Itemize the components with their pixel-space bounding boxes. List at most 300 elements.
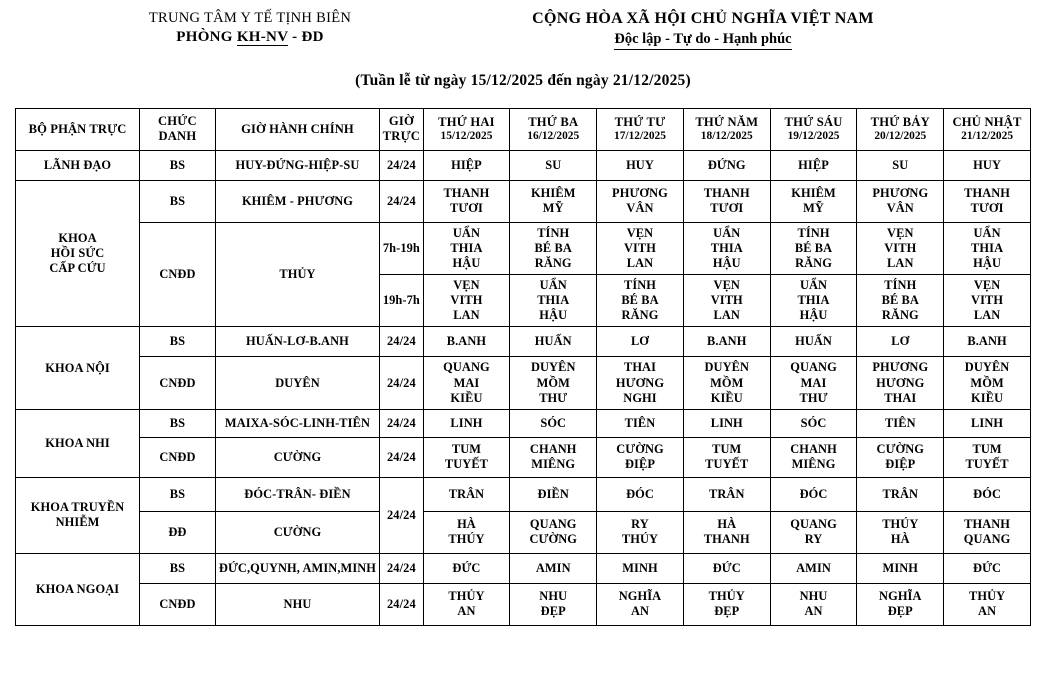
cell-line: RY xyxy=(804,532,823,547)
cell-line: NHU xyxy=(283,596,312,611)
role-cell xyxy=(140,180,216,222)
cell-text xyxy=(686,186,768,216)
cell-line: THIA xyxy=(537,293,570,308)
duty-day-cell xyxy=(770,511,857,553)
cell-line: BS xyxy=(169,157,186,172)
cell-text xyxy=(142,194,213,209)
cell-text xyxy=(946,158,1028,173)
cell-line: THÚY xyxy=(448,532,485,547)
day-name: THỨ SÁU xyxy=(784,114,843,129)
duty-day-cell xyxy=(597,409,684,437)
header-day-friday xyxy=(770,109,857,151)
cell-line: 24/24 xyxy=(387,193,416,208)
cell-text xyxy=(859,186,941,216)
cell-line: ĐỨC xyxy=(973,560,1002,575)
header-role-line1: CHỨC xyxy=(158,114,197,128)
cell-text xyxy=(773,561,855,576)
cell-line: ĐỨC xyxy=(452,560,481,575)
cell-text xyxy=(946,442,1028,472)
duty-day-cell xyxy=(423,357,510,409)
cell-line: TÍNH xyxy=(884,278,917,293)
duty-day-cell xyxy=(857,437,944,477)
cell-text xyxy=(426,487,508,502)
duty-day-cell xyxy=(597,327,684,357)
cell-text xyxy=(599,561,681,576)
cell-text xyxy=(18,500,137,530)
cell-line: LAN xyxy=(453,308,480,323)
duty-day-cell xyxy=(597,511,684,553)
cell-line: BS xyxy=(169,415,186,430)
cell-text xyxy=(18,158,137,173)
cell-line: LƠ xyxy=(891,334,910,349)
cell-text xyxy=(773,442,855,472)
cell-text xyxy=(218,416,377,431)
cell-text xyxy=(946,278,1028,323)
admin-hours-cell xyxy=(215,327,379,357)
cell-line: KHIÊM xyxy=(791,186,836,201)
cell-line: ĐỨC xyxy=(712,560,741,575)
cell-text xyxy=(218,267,377,282)
cell-line: VITH xyxy=(971,293,1004,308)
cell-line: HƯƠNG xyxy=(876,375,925,390)
cell-line: DUYÊN xyxy=(704,360,750,375)
cell-line: CƯỜNG xyxy=(876,442,925,457)
cell-text xyxy=(859,517,941,547)
cell-line: KIỀU xyxy=(971,390,1004,405)
cell-line: CNĐD xyxy=(159,596,196,611)
cell-text xyxy=(218,487,377,502)
duty-day-cell xyxy=(683,511,770,553)
cell-line: 24/24 xyxy=(387,415,416,430)
role-cell xyxy=(140,477,216,511)
cell-line: TUYẾT xyxy=(965,457,1009,472)
duty-day-cell xyxy=(423,553,510,583)
cell-text xyxy=(686,589,768,619)
duty-day-cell xyxy=(683,275,770,327)
duty-day-cell xyxy=(510,511,597,553)
cell-line: AN xyxy=(457,604,476,619)
cell-text xyxy=(686,334,768,349)
cell-text xyxy=(859,561,941,576)
header-day-sunday xyxy=(944,109,1031,151)
cell-line: LAN xyxy=(887,255,914,270)
cell-line: AN xyxy=(630,604,650,619)
cell-line: PHƯƠNG xyxy=(872,360,929,375)
duty-day-cell xyxy=(423,327,510,357)
cell-line: MINH xyxy=(882,560,919,575)
cell-text xyxy=(512,442,594,472)
duty-hours-cell xyxy=(380,150,423,180)
day-name: THỨ BẢY xyxy=(870,114,930,129)
duty-day-cell xyxy=(597,275,684,327)
cell-line: SÓC xyxy=(800,415,827,430)
duty-hours-cell xyxy=(380,275,423,327)
cell-line: THIA xyxy=(797,293,830,308)
cell-line: ĐỨC,QUYNH, AMIN,MINH xyxy=(218,560,377,575)
duty-day-cell xyxy=(423,477,510,511)
cell-text xyxy=(946,589,1028,619)
cell-text xyxy=(142,597,213,612)
duty-day-cell xyxy=(423,409,510,437)
cell-text xyxy=(773,360,855,405)
cell-line: KHOA NGOẠI xyxy=(35,581,120,596)
roster-table-container xyxy=(15,108,1031,626)
cell-text xyxy=(859,360,941,405)
cell-text xyxy=(859,158,941,173)
duty-day-cell xyxy=(944,180,1031,222)
cell-line: ĐĐ xyxy=(168,524,187,539)
cell-line: VẸN xyxy=(453,278,480,293)
department-name xyxy=(30,29,470,46)
duty-day-cell xyxy=(770,150,857,180)
duty-day-cell xyxy=(944,583,1031,625)
role-cell xyxy=(140,409,216,437)
cell-line: THAI xyxy=(884,390,917,405)
cell-line: CHANH xyxy=(790,442,837,457)
cell-line: THIA xyxy=(971,240,1004,255)
duty-day-cell xyxy=(597,437,684,477)
duty-day-cell xyxy=(944,511,1031,553)
duty-hours-cell xyxy=(380,409,423,437)
cell-text xyxy=(946,517,1028,547)
duty-day-cell xyxy=(857,357,944,409)
cell-line: NGHĨA xyxy=(618,589,662,604)
day-name: CHỦ NHẬT xyxy=(952,114,1022,129)
day-date: 16/12/2025 xyxy=(527,130,580,143)
cell-text xyxy=(773,278,855,323)
cell-line: 24/24 xyxy=(387,596,416,611)
cell-text xyxy=(142,158,213,173)
duty-day-cell xyxy=(944,222,1031,274)
day-date: 20/12/2025 xyxy=(874,130,927,143)
admin-hours-cell xyxy=(215,409,379,437)
duty-day-cell xyxy=(597,583,684,625)
department-cell xyxy=(16,150,140,180)
duty-day-cell xyxy=(510,409,597,437)
cell-text xyxy=(859,226,941,271)
cell-text xyxy=(142,376,213,391)
role-cell xyxy=(140,511,216,553)
cell-line: CƯỜNG xyxy=(273,449,322,464)
cell-line: B.ANH xyxy=(967,334,1007,349)
cell-text xyxy=(382,376,420,391)
cell-text xyxy=(773,517,855,547)
cell-line: BÉ BA xyxy=(534,240,572,255)
duty-day-cell xyxy=(597,222,684,274)
cell-line: HẬU xyxy=(973,255,1001,270)
cell-text xyxy=(512,158,594,173)
duty-day-cell xyxy=(770,437,857,477)
duty-day-cell xyxy=(770,180,857,222)
cell-line: 19h-7h xyxy=(382,293,420,308)
cell-text xyxy=(599,226,681,271)
header-row xyxy=(16,109,1031,151)
duty-day-cell xyxy=(857,553,944,583)
cell-line: LINH xyxy=(450,415,483,430)
cell-line: LƠ xyxy=(630,334,650,349)
letterhead xyxy=(0,0,1046,50)
cell-line: TÍNH xyxy=(537,225,570,240)
duty-hours-cell xyxy=(380,357,423,409)
department-suffix: - ĐD xyxy=(288,29,324,45)
cell-text xyxy=(859,442,941,472)
cell-line: RĂNG xyxy=(881,308,919,323)
table-row xyxy=(16,327,1031,357)
cell-line: THỦY xyxy=(708,589,745,604)
cell-text xyxy=(142,561,213,576)
duty-hours-cell xyxy=(380,180,423,222)
cell-line: THANH xyxy=(703,186,750,201)
cell-line: SU xyxy=(545,157,562,172)
cell-line: TUYẾT xyxy=(705,457,749,472)
cell-text xyxy=(512,487,594,502)
cell-text xyxy=(773,487,855,502)
cell-line: VITH xyxy=(623,240,657,255)
role-cell xyxy=(140,357,216,409)
day-name: THỨ HAI xyxy=(438,114,495,129)
cell-line: ĐÓC xyxy=(799,486,828,501)
day-date: 21/12/2025 xyxy=(961,130,1014,143)
cell-line: VÂN xyxy=(886,201,914,216)
cell-line: TƯƠI xyxy=(449,201,483,216)
cell-line: BÉ BA xyxy=(794,240,833,255)
department-code: KH-NV xyxy=(236,29,289,45)
cell-text xyxy=(512,226,594,271)
duty-day-cell xyxy=(770,477,857,511)
cell-text xyxy=(218,525,377,540)
cell-text xyxy=(218,194,377,209)
cell-text xyxy=(686,487,768,502)
duty-day-cell xyxy=(423,150,510,180)
cell-text xyxy=(142,450,213,465)
duty-day-cell xyxy=(510,275,597,327)
cell-line: NGHI xyxy=(623,390,657,405)
day-name: THỨ NĂM xyxy=(695,114,759,129)
duty-hours-cell xyxy=(380,583,423,625)
cell-line: THỦY xyxy=(968,589,1006,604)
cell-text xyxy=(218,158,377,173)
cell-text xyxy=(142,267,213,282)
cell-line: BÉ BA xyxy=(881,293,919,308)
cell-line: RY xyxy=(631,517,649,532)
cell-text xyxy=(382,450,420,465)
cell-line: KHOA xyxy=(58,230,97,245)
cell-line: CƯỜNG xyxy=(273,524,322,539)
cell-line: QUANG xyxy=(963,532,1011,547)
duty-day-cell xyxy=(770,583,857,625)
cell-line: B.ANH xyxy=(707,334,747,349)
cell-line: TÍNH xyxy=(623,278,657,293)
day-date: 18/12/2025 xyxy=(700,130,753,143)
cell-text xyxy=(426,589,508,619)
admin-hours-cell xyxy=(215,477,379,511)
cell-line: HƯƠNG xyxy=(615,375,665,390)
cell-line: VITH xyxy=(710,293,743,308)
duty-day-cell xyxy=(857,180,944,222)
day-name: THỨ TƯ xyxy=(614,114,666,129)
cell-line: CNĐD xyxy=(159,267,196,282)
cell-text xyxy=(18,361,137,376)
cell-text xyxy=(599,186,681,216)
table-row xyxy=(16,437,1031,477)
cell-text xyxy=(946,226,1028,271)
cell-line: HUẤN xyxy=(795,334,832,349)
cell-line: TƯƠI xyxy=(710,201,744,216)
cell-line: DUYÊN xyxy=(530,360,576,375)
cell-line: QUANG xyxy=(529,517,577,532)
header-day-wednesday xyxy=(597,109,684,151)
cell-line: KIỀU xyxy=(710,390,743,405)
cell-line: MAI xyxy=(453,375,480,390)
department-prefix: PHÒNG xyxy=(176,29,237,45)
cell-line: ĐIỆP xyxy=(624,457,655,472)
duty-day-cell xyxy=(944,437,1031,477)
cell-line: MIÊNG xyxy=(791,457,836,472)
cell-text xyxy=(686,158,768,173)
cell-text xyxy=(142,487,213,502)
cell-text xyxy=(773,226,855,271)
cell-text xyxy=(382,416,420,431)
cell-line: LINH xyxy=(971,415,1004,430)
cell-text xyxy=(426,158,508,173)
cell-text xyxy=(599,158,681,173)
cell-text xyxy=(426,334,508,349)
cell-line: LAN xyxy=(713,308,740,323)
cell-line: 7h-19h xyxy=(382,240,420,255)
cell-line: HUẤN xyxy=(534,334,572,349)
cell-line: ĐỨNG xyxy=(707,157,746,172)
cell-text xyxy=(426,442,508,472)
cell-line: THIA xyxy=(450,240,483,255)
cell-line: RĂNG xyxy=(621,308,659,323)
duty-day-cell xyxy=(944,553,1031,583)
table-row xyxy=(16,180,1031,222)
duty-day-cell xyxy=(683,477,770,511)
duty-day-cell xyxy=(597,477,684,511)
header-day-monday xyxy=(423,109,510,151)
duty-day-cell xyxy=(683,409,770,437)
day-date: 17/12/2025 xyxy=(614,130,666,143)
duty-day-cell xyxy=(683,437,770,477)
cell-text xyxy=(773,589,855,619)
cell-line: ĐIỆP xyxy=(885,457,916,472)
cell-line: TRÂN xyxy=(882,486,919,501)
cell-line: TÍNH xyxy=(797,225,830,240)
cell-text xyxy=(218,450,377,465)
cell-text xyxy=(946,416,1028,431)
cell-line: MAIXA-SÓC-LINH-TIÊN xyxy=(224,415,371,430)
cell-text xyxy=(382,597,420,612)
cell-text xyxy=(18,231,137,276)
duty-hours-cell xyxy=(380,477,423,553)
cell-text xyxy=(142,416,213,431)
cell-line: HUY xyxy=(973,157,1001,172)
cell-line: BS xyxy=(169,193,186,208)
day-name: THỨ BA xyxy=(528,114,579,129)
cell-text xyxy=(859,589,941,619)
cell-line: CHANH xyxy=(529,442,577,457)
department-cell xyxy=(16,553,140,625)
cell-line: CƯỜNG xyxy=(616,442,664,457)
duty-day-cell xyxy=(510,477,597,511)
cell-text xyxy=(946,186,1028,216)
cell-text xyxy=(946,334,1028,349)
cell-line: VẸN xyxy=(973,278,1001,293)
cell-line: VITH xyxy=(884,240,917,255)
header-duty-line2: TRỰC xyxy=(382,129,421,144)
cell-line: ĐÓC xyxy=(973,486,1001,501)
cell-line: RĂNG xyxy=(534,255,572,270)
duty-day-cell xyxy=(683,327,770,357)
cell-line: RĂNG xyxy=(795,255,832,270)
cell-line: HUY-ĐỨNG-HIỆP-SU xyxy=(235,157,360,172)
duty-day-cell xyxy=(683,222,770,274)
cell-line: TUM xyxy=(712,442,742,457)
duty-day-cell xyxy=(857,409,944,437)
national-title: CỘNG HÒA XÃ HỘI CHỦ NGHĨA VIỆT NAM xyxy=(532,10,874,27)
duty-day-cell xyxy=(770,327,857,357)
cell-line: HIỆP xyxy=(451,157,482,172)
day-date: 19/12/2025 xyxy=(787,130,840,143)
cell-line: LINH xyxy=(710,415,743,430)
admin-hours-cell xyxy=(215,357,379,409)
duty-day-cell xyxy=(770,553,857,583)
duty-day-cell xyxy=(857,150,944,180)
cell-text xyxy=(686,416,768,431)
table-row xyxy=(16,583,1031,625)
duty-day-cell xyxy=(423,275,510,327)
duty-day-cell xyxy=(683,150,770,180)
cell-line: 24/24 xyxy=(387,449,416,464)
admin-hours-cell xyxy=(215,150,379,180)
cell-line: CNĐD xyxy=(159,449,196,464)
duty-day-cell xyxy=(857,222,944,274)
cell-text xyxy=(599,278,681,323)
table-row xyxy=(16,222,1031,274)
cell-line: AN xyxy=(978,604,997,619)
cell-line: CƯỜNG xyxy=(529,532,577,547)
duty-day-cell xyxy=(944,357,1031,409)
duty-day-cell xyxy=(510,583,597,625)
duty-day-cell xyxy=(510,150,597,180)
cell-line: BÉ BA xyxy=(621,293,659,308)
duty-day-cell xyxy=(857,275,944,327)
duty-day-cell xyxy=(510,553,597,583)
duty-day-cell xyxy=(770,222,857,274)
header-role xyxy=(140,109,216,151)
cell-line: THAI xyxy=(623,360,657,375)
cell-text xyxy=(773,416,855,431)
cell-line: ĐẸP xyxy=(540,604,566,619)
cell-line: TUM xyxy=(451,442,482,457)
cell-line: KHIÊM - PHƯƠNG xyxy=(241,193,354,208)
cell-line: THƯ xyxy=(799,390,828,405)
duty-day-cell xyxy=(597,357,684,409)
cell-line: UẨN xyxy=(973,225,1001,240)
cell-line: UẨN xyxy=(799,278,828,293)
cell-line: 24/24 xyxy=(387,560,416,575)
cell-line: 24/24 xyxy=(387,507,416,522)
duty-day-cell xyxy=(510,327,597,357)
duty-day-cell xyxy=(857,327,944,357)
cell-line: ĐIỀN xyxy=(537,486,569,501)
cell-text xyxy=(599,442,681,472)
cell-text xyxy=(599,589,681,619)
department-cell xyxy=(16,477,140,553)
department-cell xyxy=(16,327,140,409)
duty-day-cell xyxy=(770,357,857,409)
week-range-title: (Tuần lễ từ ngày 15/12/2025 đến ngày 21/12/2025) xyxy=(355,72,691,89)
